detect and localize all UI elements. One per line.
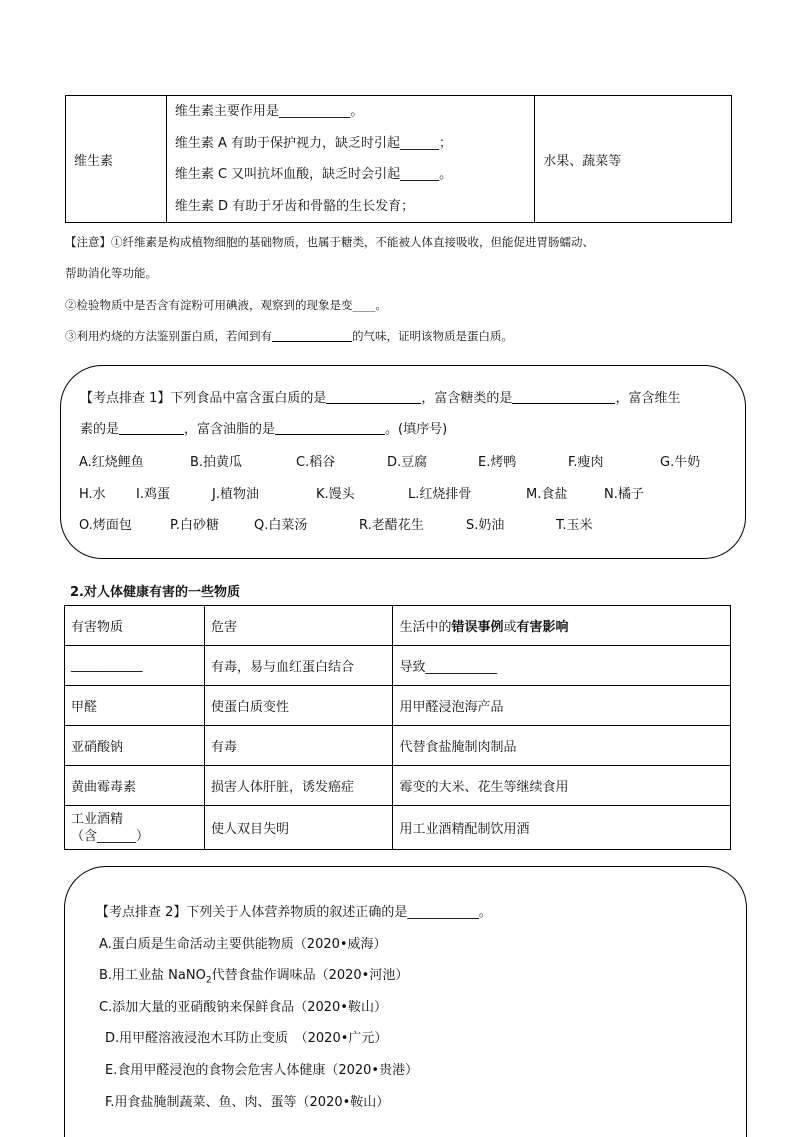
cell-substance-line: （含______） bbox=[71, 828, 150, 844]
vitamin-sources-cell: 水果、蔬菜等 bbox=[535, 96, 732, 223]
q1-blank-protein[interactable] bbox=[326, 390, 421, 404]
q1-title: 【考点排查 1】 bbox=[80, 391, 171, 406]
note-1b: 帮助消化等功能。 bbox=[65, 266, 157, 280]
q1-stem-line-2 bbox=[80, 418, 447, 437]
cell-substance-line: 工业酒精 bbox=[71, 811, 124, 827]
table-row bbox=[65, 646, 731, 686]
q1-option: H.水 bbox=[79, 487, 106, 502]
q2-stem: 下列关于人体营养物质的叙述正确的是___________。 bbox=[186, 905, 492, 920]
harmful-substances-table bbox=[64, 605, 731, 850]
q2-option: D.用甲醛溶液浸泡木耳防止变质 （2020•广元） bbox=[105, 1031, 388, 1046]
vitamin-description-cell bbox=[166, 96, 534, 223]
q2-stem-line bbox=[96, 901, 492, 920]
cell-substance: 黄曲霉毒素 bbox=[65, 766, 205, 806]
q1-option: L.红烧排骨 bbox=[408, 487, 472, 502]
q1-option: A.红烧鲤鱼 bbox=[79, 455, 144, 470]
table-row bbox=[65, 726, 731, 766]
q2-option bbox=[99, 964, 408, 986]
header-part: 或 bbox=[503, 620, 517, 635]
q1-stem-part: 。(填序号) bbox=[385, 422, 448, 437]
q1-option: B.拍黄瓜 bbox=[190, 455, 243, 470]
cell-example: 用工业酒精配制饮用酒 bbox=[393, 806, 731, 850]
q2-option: F.用食盐腌制蔬菜、鱼、肉、蛋等（2020•鞍山） bbox=[105, 1095, 390, 1110]
q1-stem-part: ，富含糖类的是 bbox=[421, 391, 513, 406]
cell-harm: 有毒，易与血红蛋白结合 bbox=[205, 646, 393, 686]
cell-harm: 损害人体肝脏，诱发癌症 bbox=[205, 766, 393, 806]
q1-stem-part: 下列食品中富含蛋白质的是 bbox=[170, 391, 327, 406]
vitamin-line: 维生素主要作用是___________。 bbox=[174, 104, 364, 119]
note-2: ②检验物质中是否含有淀粉可用碘液，观察到的现象是变____。 bbox=[65, 298, 387, 312]
header-part: 生活中的 bbox=[399, 620, 452, 635]
q1-stem-part: 素的是 bbox=[80, 422, 120, 437]
cell-example: 代替食盐腌制肉制品 bbox=[393, 726, 731, 766]
note-3-pre: ③利用灼烧的方法鉴别蛋白质，若闻到有 bbox=[65, 329, 272, 343]
note-1a: 【注意】①纤维素是构成植物细胞的基础物质，也属于糖类，不能被人体直接吸收，但能促进胃肠蠕动、 bbox=[65, 235, 594, 249]
table-row bbox=[65, 806, 731, 850]
cell-substance: 甲醛 bbox=[65, 686, 205, 726]
table-header-row bbox=[65, 606, 731, 646]
cell-example: 导致___________ bbox=[393, 646, 731, 686]
vitamin-table bbox=[65, 95, 732, 223]
cell-substance: ___________ bbox=[65, 646, 205, 686]
q1-blank-vitamin[interactable] bbox=[119, 421, 184, 435]
q1-option: R.老醋花生 bbox=[359, 518, 424, 533]
cell-harm: 有毒 bbox=[205, 726, 393, 766]
table-row bbox=[65, 686, 731, 726]
section-2-title: 2.对人体健康有害的一些物质 bbox=[70, 585, 240, 600]
cell-example: 霉变的大米、花生等继续食用 bbox=[393, 766, 731, 806]
q2-option-b-part: 代替食盐作调味品（2020•河池） bbox=[211, 968, 409, 983]
q1-option: I.鸡蛋 bbox=[136, 487, 170, 502]
q1-option: T.玉米 bbox=[556, 518, 593, 533]
q1-option: J.植物油 bbox=[212, 487, 259, 502]
note-3-post: 的气味，证明该物质是蛋白质。 bbox=[352, 329, 513, 343]
q1-option: C.稻谷 bbox=[296, 455, 336, 470]
q1-option: N.橘子 bbox=[604, 487, 644, 502]
note-3 bbox=[65, 328, 513, 344]
header-substance: 有害物质 bbox=[65, 606, 205, 646]
vitamin-line: 维生素 D 有助于牙齿和骨骼的生长发育； bbox=[174, 198, 415, 214]
q1-option: F.瘦肉 bbox=[568, 455, 604, 470]
q2-option-b-part: B.用工业盐 NaNO bbox=[99, 968, 206, 983]
q2-option: E.食用甲醛浸泡的食物会危害人体健康（2020•贵港） bbox=[105, 1063, 419, 1078]
vitamin-line: 维生素 C 又叫抗坏血酸，缺乏时会引起______。 bbox=[174, 167, 453, 182]
q1-option: M.食盐 bbox=[526, 487, 568, 502]
header-part: 有害影响 bbox=[516, 620, 569, 635]
cell-harm: 使蛋白质变性 bbox=[205, 686, 393, 726]
cell-harm: 使人双目失明 bbox=[205, 806, 393, 850]
q1-option: Q.白菜汤 bbox=[254, 518, 308, 533]
q1-option: O.烤面包 bbox=[79, 518, 132, 533]
q1-blank-sugar[interactable] bbox=[512, 390, 615, 404]
q1-option: K.馒头 bbox=[316, 487, 355, 502]
vitamin-line: 维生素 A 有助于保护视力，缺乏时引起______； bbox=[174, 135, 453, 151]
cell-substance bbox=[65, 806, 205, 850]
q1-stem-line-1 bbox=[80, 387, 680, 406]
q1-option: E.烤鸭 bbox=[478, 455, 517, 470]
q1-stem-part: ，富含油脂的是 bbox=[184, 422, 276, 437]
q1-blank-fat[interactable] bbox=[275, 421, 385, 435]
q2-title: 【考点排查 2】 bbox=[96, 905, 187, 920]
header-part: 错误事例 bbox=[451, 620, 504, 635]
q2-option: A.蛋白质是生命活动主要供能物质（2020•威海） bbox=[99, 937, 387, 952]
q1-option: G.牛奶 bbox=[660, 455, 701, 470]
q1-option: S.奶油 bbox=[466, 518, 505, 533]
note-3-blank[interactable] bbox=[272, 330, 352, 343]
q1-option: P.白砂糖 bbox=[170, 518, 219, 533]
cell-substance: 亚硝酸钠 bbox=[65, 726, 205, 766]
vitamin-name-cell: 维生素 bbox=[66, 96, 167, 223]
q2-option: C.添加大量的亚硝酸钠来保鲜食品（2020•鞍山） bbox=[99, 1000, 387, 1015]
q2-option-b-sub: 2 bbox=[205, 975, 212, 986]
cell-example: 用甲醛浸泡海产品 bbox=[393, 686, 731, 726]
q1-stem-part: ，富含维生 bbox=[615, 391, 681, 406]
header-harm: 危害 bbox=[205, 606, 393, 646]
header-example bbox=[393, 606, 731, 646]
table-row bbox=[65, 766, 731, 806]
q1-option: D.豆腐 bbox=[387, 455, 428, 470]
